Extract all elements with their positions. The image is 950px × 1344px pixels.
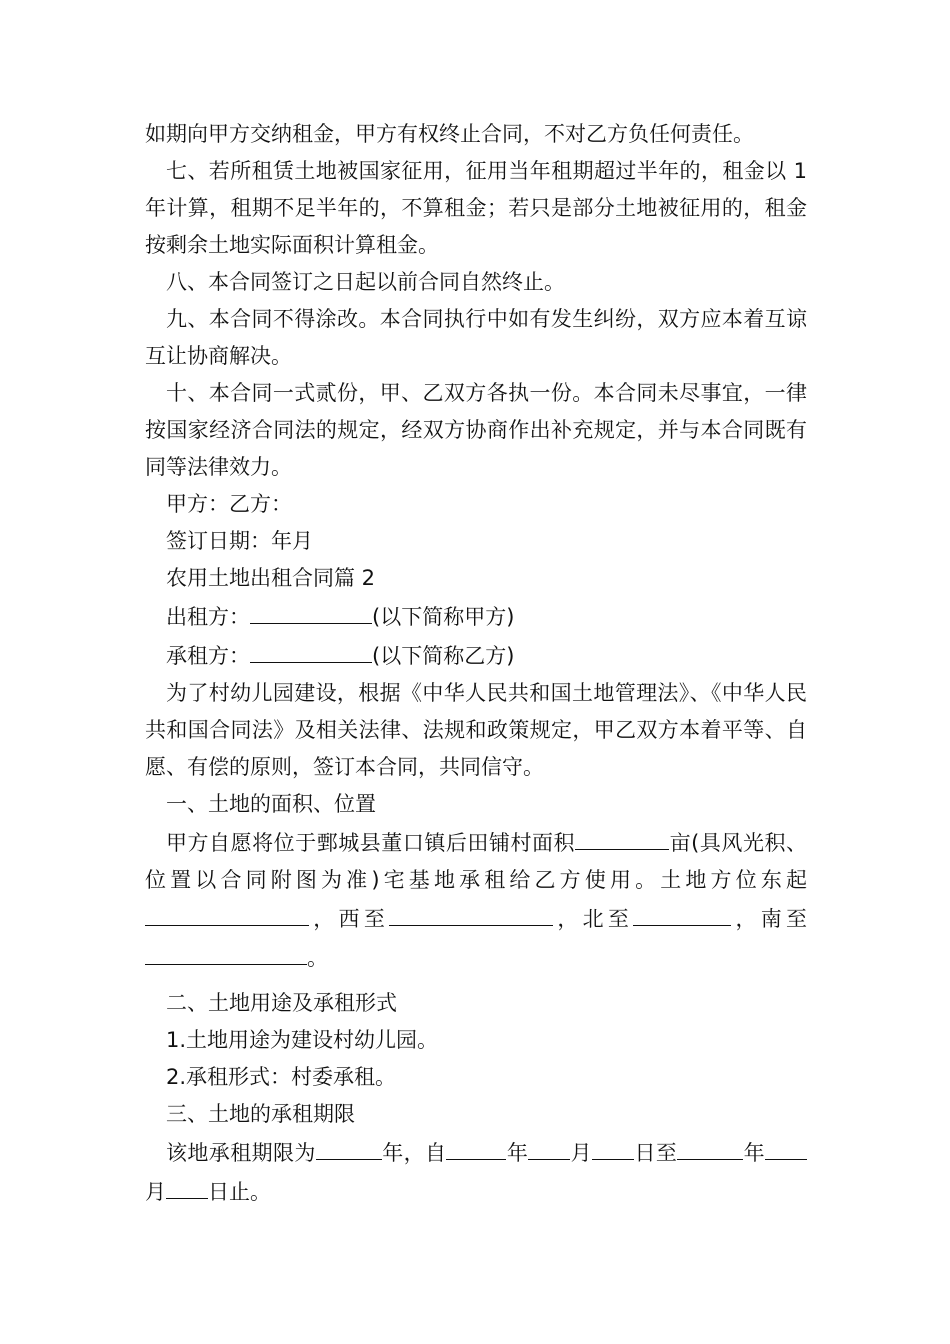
location-text-c: ，西至 xyxy=(309,907,390,931)
lessor-blank xyxy=(250,597,372,624)
lessor-suffix: (以下简称甲方) xyxy=(372,605,515,629)
lessee-line xyxy=(145,636,807,675)
start-year-blank xyxy=(446,1133,506,1160)
paragraph-rent-termination: 如期向甲方交纳租金，甲方有权终止合同，不对乙方负任何责任。 xyxy=(145,122,754,146)
lessee-suffix: (以下简称乙方) xyxy=(372,644,515,668)
heading-land-area: 一、土地的面积、位置 xyxy=(166,792,376,816)
term-years-blank xyxy=(316,1133,382,1160)
start-month-blank xyxy=(528,1133,570,1160)
term-text-e: 日至 xyxy=(634,1141,678,1165)
heading-lease-term: 三、土地的承租期限 xyxy=(166,1102,355,1126)
signature-parties: 甲方：乙方： xyxy=(166,492,292,516)
paragraph-clause-7: 七、若所租赁土地被国家征用，征用当年租期超过半年的，租金以 1 年计算，租期不足半年的，不算租金；若只是部分土地被征用的，租金按剩余土地实际面积计算租金。 xyxy=(145,159,807,257)
end-day-blank xyxy=(166,1172,208,1199)
north-blank xyxy=(633,899,731,926)
end-month-blank xyxy=(765,1133,807,1160)
location-text-a: 甲方自愿将位于鄄城县董口镇后田铺村面积 xyxy=(166,831,576,855)
term-text-h: 日止。 xyxy=(208,1180,271,1204)
term-text-b: 年，自 xyxy=(381,1141,447,1165)
lessee-label: 承租方： xyxy=(166,644,250,668)
paragraph-land-location xyxy=(145,823,807,977)
west-blank xyxy=(389,899,553,926)
location-text-e: ，南至 xyxy=(731,907,808,931)
lessee-blank xyxy=(250,636,372,663)
section-title-contract-2: 农用土地出租合同篇 2 xyxy=(166,566,376,590)
location-text-d: ，北至 xyxy=(553,907,634,931)
signing-date: 签订日期：年月 xyxy=(166,529,313,553)
location-text-f: 。 xyxy=(307,946,328,970)
area-blank xyxy=(575,823,669,850)
paragraph-clause-10: 十、本合同一式贰份，甲、乙双方各执一份。本合同未尽事宜，一律按国家经济合同法的规定，经双方协商作出补充规定，并与本合同既有同等法律效力。 xyxy=(145,381,807,479)
lessor-label: 出租方： xyxy=(166,605,250,629)
heading-land-use: 二、土地用途及承租形式 xyxy=(166,991,397,1015)
land-use-item-1: 1.土地用途为建设村幼儿园。 xyxy=(166,1028,439,1052)
term-text-f: 年 xyxy=(743,1141,766,1165)
end-year-blank xyxy=(677,1133,743,1160)
term-text-g: 月 xyxy=(145,1180,166,1204)
lessor-line xyxy=(145,597,807,636)
paragraph-clause-9: 九、本合同不得涂改。本合同执行中如有发生纠纷，双方应本着互谅互让协商解决。 xyxy=(145,307,807,368)
document-body xyxy=(145,116,807,1211)
south-blank xyxy=(145,938,307,965)
east-blank xyxy=(145,899,309,926)
term-text-a: 该地承租期限为 xyxy=(166,1141,316,1165)
start-day-blank xyxy=(592,1133,634,1160)
paragraph-purpose: 为了村幼儿园建设，根据《中华人民共和国土地管理法》、《中华人民共和国合同法》及相关法律、法规和政策规定，甲乙双方本着平等、自愿、有偿的原则，签订本合同，共同信守。 xyxy=(145,681,807,779)
land-use-item-2: 2.承租形式：村委承租。 xyxy=(166,1065,397,1089)
term-text-c: 年 xyxy=(506,1141,529,1165)
location-text-b: 亩(具风光积、位置以合同附图为准)宅基地承租给乙方使用。土地方位东起 xyxy=(145,831,808,892)
paragraph-clause-8: 八、本合同签订之日起以前合同自然终止。 xyxy=(166,270,565,294)
paragraph-lease-term xyxy=(145,1133,807,1211)
term-text-d: 月 xyxy=(570,1141,593,1165)
